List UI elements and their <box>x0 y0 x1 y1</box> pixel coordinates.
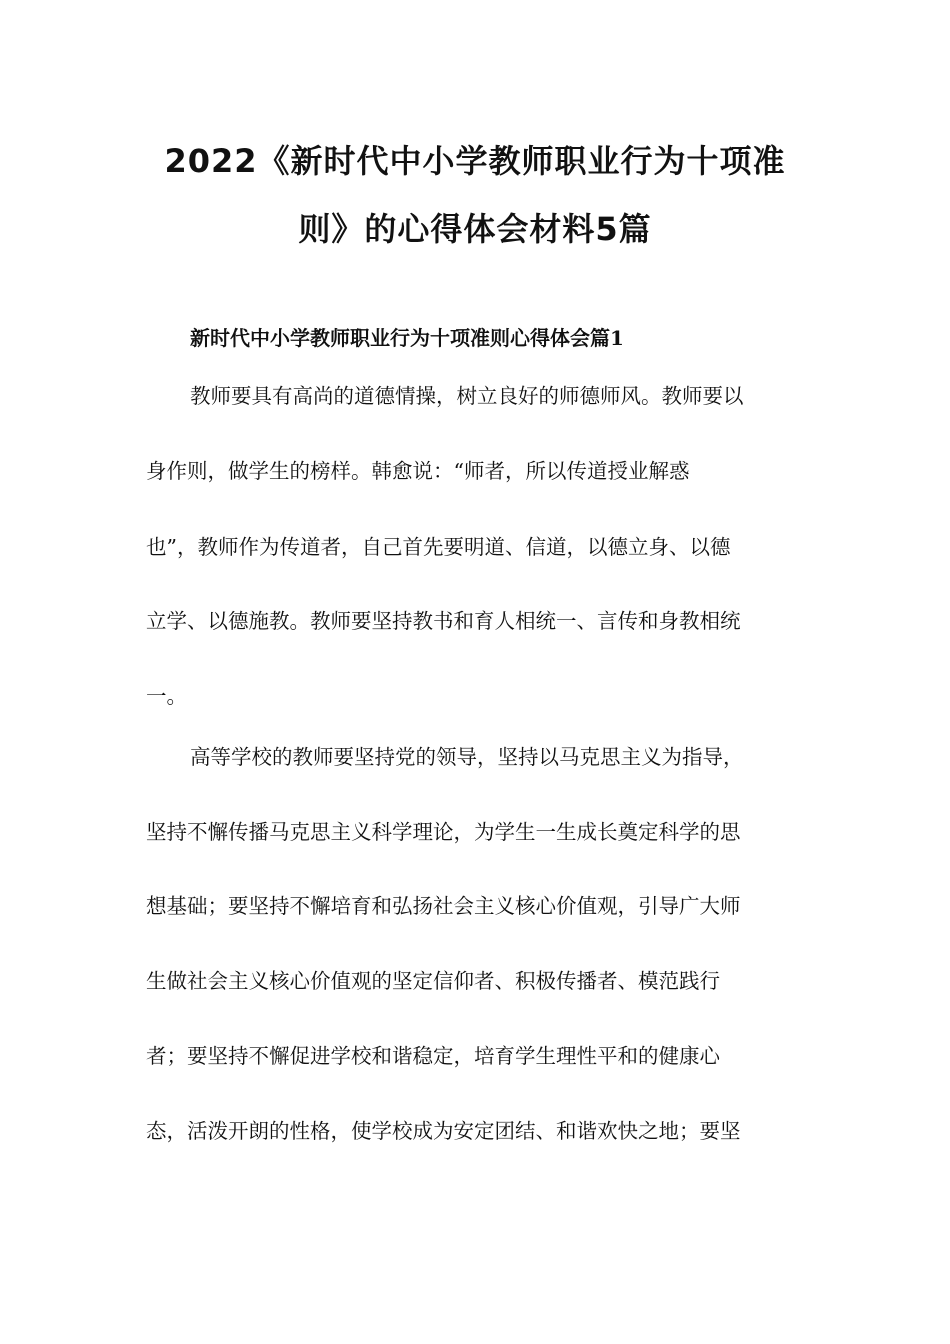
body-line-9: 生做社会主义核心价值观的坚定信仰者、积极传播者、模范践行 <box>146 969 720 993</box>
body-line-1: 教师要具有高尚的道德情操，树立良好的师德师风。教师要以 <box>190 384 744 408</box>
section-heading: 新时代中小学教师职业行为十项准则心得体会篇1 <box>190 326 624 350</box>
body-line-6: 高等学校的教师要坚持党的领导，坚持以马克思主义为指导， <box>190 745 744 769</box>
document-title-line-1: 2022《新时代中小学教师职业行为十项准 <box>164 142 786 180</box>
body-line-8: 想基础；要坚持不懈培育和弘扬社会主义核心价值观，引导广大师 <box>146 894 741 918</box>
body-line-4: 立学、以德施教。教师要坚持教书和育人相统一、言传和身教相统 <box>146 609 741 633</box>
body-line-3: 也”，教师作为传道者，自己首先要明道、信道，以德立身、以德 <box>146 535 731 559</box>
body-line-2: 身作则，做学生的榜样。韩愈说：“师者，所以传道授业解惑 <box>146 459 690 483</box>
body-line-7: 坚持不懈传播马克思主义科学理论，为学生一生成长奠定科学的思 <box>146 820 741 844</box>
body-line-5: 一。 <box>146 684 187 708</box>
body-line-11: 态，活泼开朗的性格，使学校成为安定团结、和谐欢快之地；要坚 <box>146 1119 741 1143</box>
document-title-line-2: 则》的心得体会材料5篇 <box>298 210 652 248</box>
body-line-10: 者；要坚持不懈促进学校和谐稳定，培育学生理性平和的健康心 <box>146 1044 720 1068</box>
